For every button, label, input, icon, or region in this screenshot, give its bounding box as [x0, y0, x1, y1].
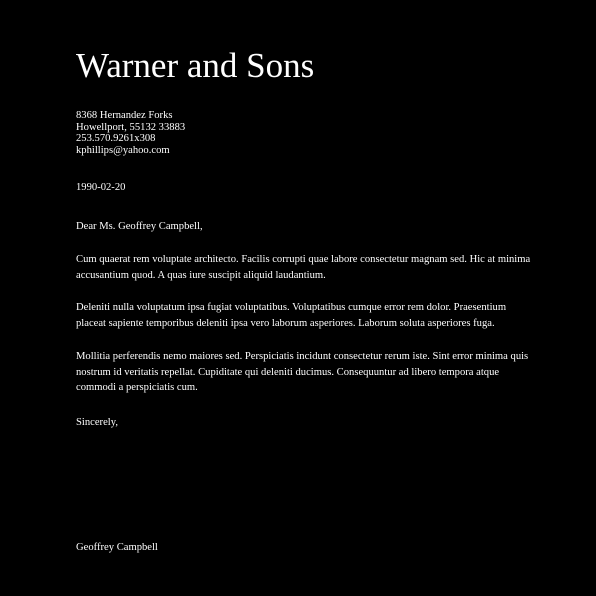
letter-date: 1990-02-20 — [76, 182, 126, 193]
salutation: Dear Ms. Geoffrey Campbell, — [76, 221, 203, 232]
closing: Sincerely, — [76, 417, 118, 428]
sender-phone: 253.570.9261x308 — [76, 133, 156, 144]
body-paragraph-3: Mollitia perferendis nemo maiores sed. Perspiciatis incidunt consectetur rerum iste. Sint error minima quis nostrum id veritatis repellat. Cupiditate qui deleniti ducimus. Consequuntur ad libero tempora atque commodi a perspiciatis cum. — [76, 351, 529, 393]
sender-email: kphillips@yahoo.com — [76, 144, 170, 156]
sender-address — [76, 110, 536, 156]
sender-street: 8368 Hernandez Forks — [76, 110, 173, 121]
company-name: Warner and Sons — [76, 46, 315, 85]
body-paragraph-2: Deleniti nulla voluptatum ipsa fugiat voluptatibus. Voluptatibus cumque error rem dolor. Praesentium placeat sapiente temporibus deleniti ipsa vero laborum asperiores. Laborum soluta asperiores fuga. — [76, 302, 507, 329]
sender-city-line: Howellport, 55132 33883 — [76, 121, 186, 133]
signature-name: Geoffrey Campbell — [76, 542, 158, 553]
body-paragraph-1: Cum quaerat rem voluptate architecto. Facilis corrupti quae labore consectetur magnam sed. Hic at minima accusantium quod. A quas iure suscipit aliquid laudantium. — [76, 254, 531, 281]
